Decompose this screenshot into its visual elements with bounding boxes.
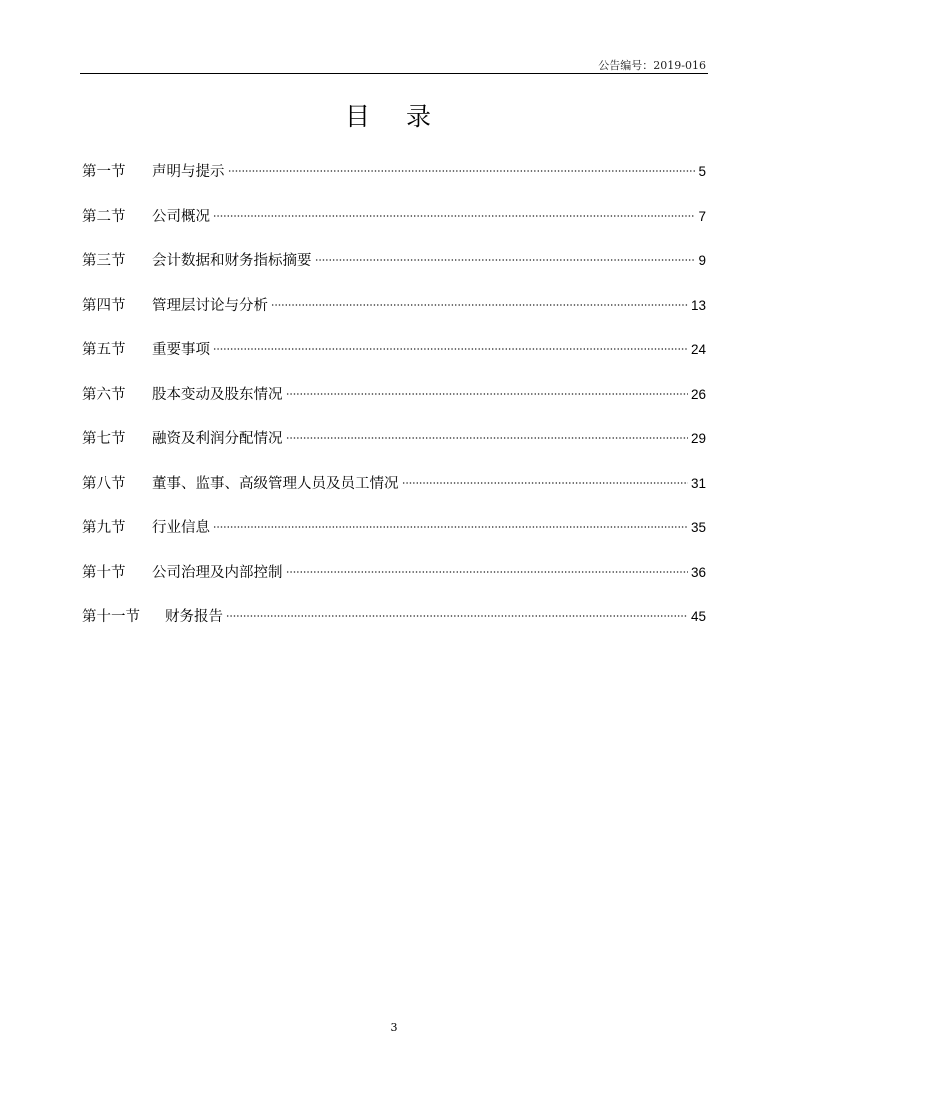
toc-page-number: 45 (690, 609, 706, 624)
toc-section-number: 第七节 (82, 431, 126, 447)
dot-leader (315, 258, 696, 262)
toc-section-number: 第三节 (82, 253, 126, 269)
toc-section-title: 会计数据和财务指标摘要 (152, 253, 312, 269)
toc-section-number: 第八节 (82, 475, 126, 492)
dot-leader (286, 436, 688, 440)
toc-section-number: 第十一节 (82, 609, 140, 625)
toc-section-number: 第十节 (82, 564, 126, 581)
toc-entry[interactable] (82, 205, 706, 250)
toc-title: 目 录 (345, 102, 445, 131)
toc-page-number: 29 (690, 431, 706, 446)
toc-section-title: 管理层讨论与分析 (152, 297, 268, 314)
toc-section-number: 第九节 (82, 520, 126, 536)
toc-section-title: 公司治理及内部控制 (152, 564, 283, 581)
toc-section-title: 公司概况 (152, 208, 210, 225)
header-divider (80, 73, 708, 74)
toc-page-number: 13 (690, 297, 706, 313)
table-of-contents (82, 160, 706, 650)
toc-page-number: 31 (690, 475, 706, 491)
page-number: 3 (390, 1021, 398, 1034)
toc-page-number: 26 (690, 386, 706, 402)
toc-entry[interactable] (82, 605, 706, 650)
toc-entry[interactable] (82, 383, 706, 428)
toc-entry[interactable] (82, 294, 706, 339)
toc-section-title: 声明与提示 (152, 164, 225, 180)
toc-page-number: 7 (698, 208, 706, 224)
dot-leader (226, 614, 688, 618)
toc-entry[interactable] (82, 427, 706, 472)
dot-leader (213, 347, 688, 351)
toc-page-number: 35 (690, 520, 706, 535)
dot-leader (402, 481, 688, 485)
dot-leader (271, 303, 688, 307)
toc-entry[interactable] (82, 472, 706, 517)
toc-page-number: 5 (698, 164, 706, 179)
toc-section-title: 董事、监事、高级管理人员及员工情况 (152, 475, 399, 492)
toc-entry[interactable] (82, 249, 706, 294)
toc-section-title: 融资及利润分配情况 (152, 431, 283, 447)
toc-section-number: 第六节 (82, 386, 126, 403)
toc-section-title: 行业信息 (152, 520, 210, 536)
dot-leader (286, 392, 688, 396)
dot-leader (228, 169, 696, 173)
dot-leader (213, 214, 695, 218)
toc-page-number: 9 (698, 253, 706, 268)
toc-section-number: 第一节 (82, 164, 126, 180)
toc-section-number: 第四节 (82, 297, 126, 314)
toc-page-number: 36 (690, 564, 706, 580)
toc-section-number: 第五节 (82, 342, 126, 358)
dot-leader (286, 570, 688, 574)
dot-leader (213, 525, 688, 529)
toc-entry[interactable] (82, 160, 706, 205)
toc-section-number: 第二节 (82, 208, 126, 225)
toc-section-title: 股本变动及股东情况 (152, 386, 283, 403)
toc-section-title: 财务报告 (165, 609, 223, 625)
toc-page-number: 24 (690, 342, 706, 357)
toc-section-title: 重要事项 (152, 342, 210, 358)
toc-entry[interactable] (82, 516, 706, 561)
announcement-code: 公告编号：2019-016 (598, 59, 706, 72)
toc-entry[interactable] (82, 561, 706, 606)
toc-entry[interactable] (82, 338, 706, 383)
